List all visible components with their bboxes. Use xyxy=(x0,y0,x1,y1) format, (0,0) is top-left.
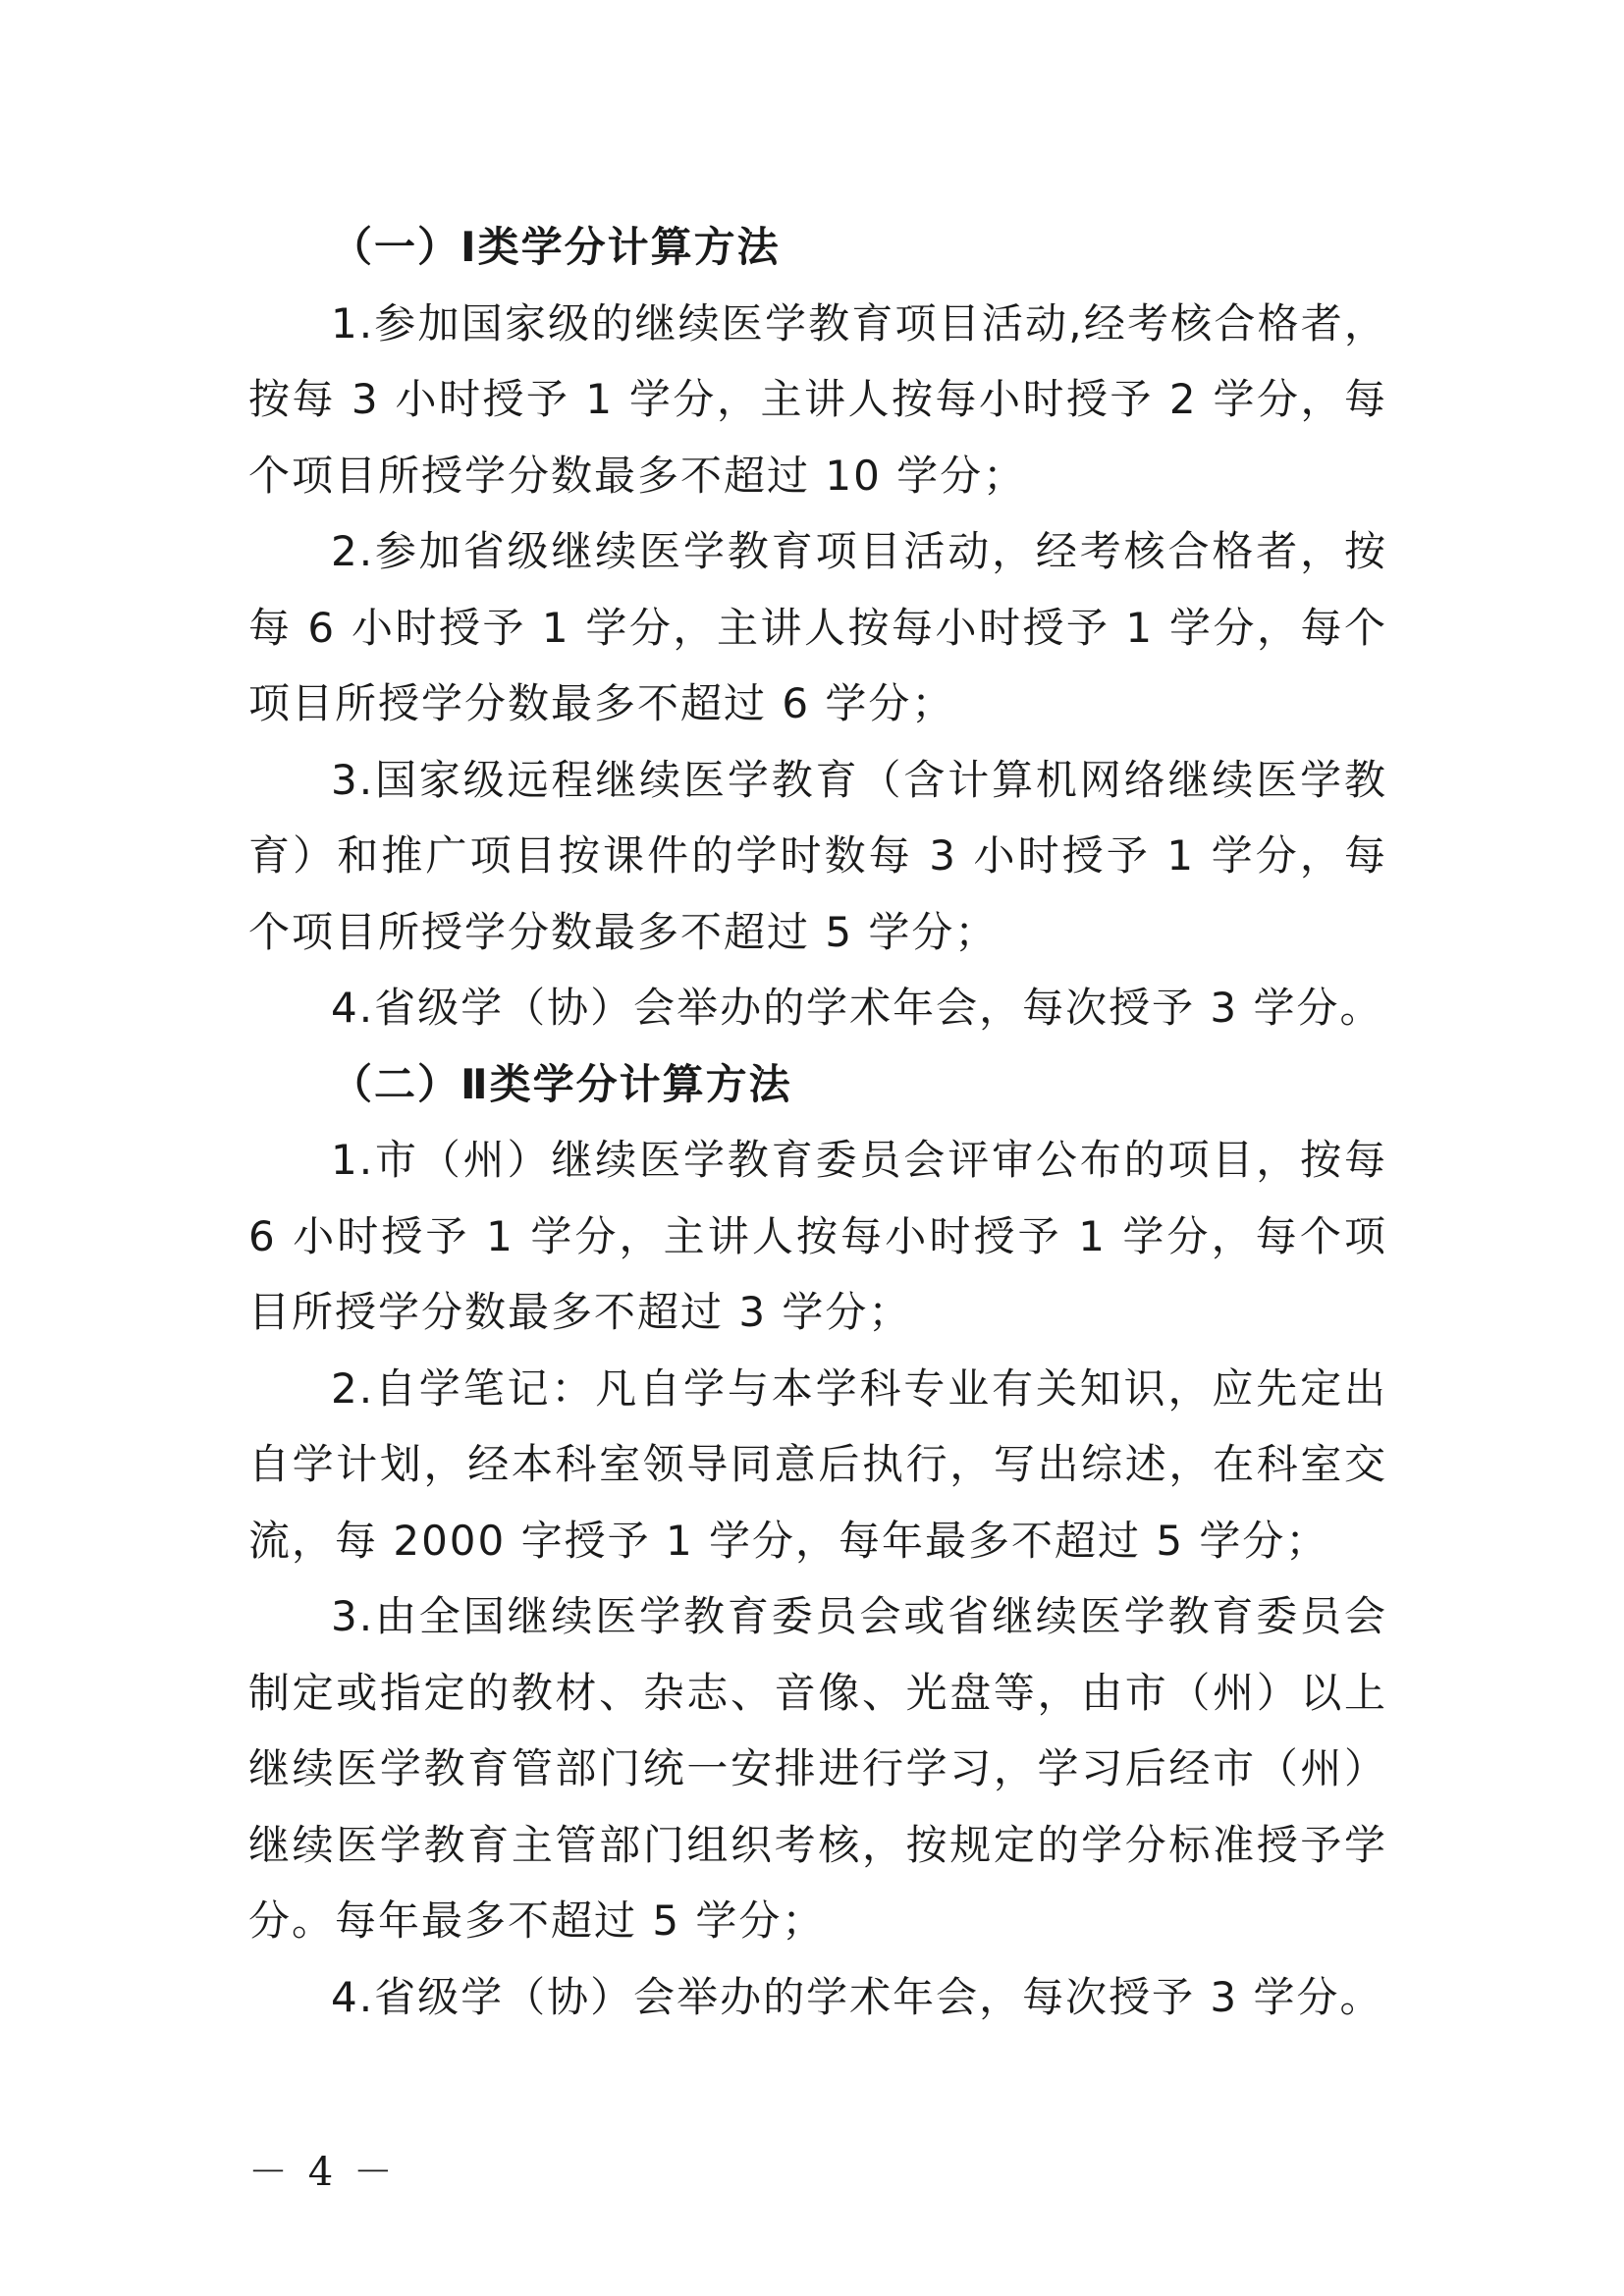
page-number: － 4 － xyxy=(248,2150,397,2195)
section-1-item-1: 1.参加国家级的继续医学教育项目活动,经考核合格者，按每 3 小时授予 1 学分，主讲人按每小时授予 2 学分，每个项目所授学分数最多不超过 10 学分； xyxy=(248,298,1387,500)
section-1-item-2: 2.参加省级继续医学教育项目活动，经考核合格者，按每 6 小时授予 1 学分，主讲人按每小时授予 1 学分，每个项目所授学分数最多不超过 6 学分； xyxy=(248,527,1387,727)
section-2-item-4: 4.省级学（协）会举办的学术年会，每次授予 3 学分。 xyxy=(331,1972,1383,2021)
section-1-item-4: 4.省级学（协）会举办的学术年会，每次授予 3 学分。 xyxy=(331,984,1383,1032)
document-body xyxy=(248,209,1387,2035)
section-2-item-2: 2.自学笔记：凡自学与本学科专业有关知识，应先定出自学计划，经本科室领导同意后执行，写出综述，在科室交流，每 2000 字授予 1 学分，每年最多不超过 5 学分； xyxy=(248,1363,1387,1565)
section-2-item-1: 1.市（州）继续医学教育委员会评审公布的项目，按每 6 小时授予 1 学分，主讲人按每小时授予 1 学分，每个项目所授学分数最多不超过 3 学分； xyxy=(248,1136,1387,1336)
section-heading-class-2: （二）Ⅱ类学分计算方法 xyxy=(331,1059,792,1108)
section-2-item-3: 3.由全国继续医学教育委员会或省继续医学教育委员会制定或指定的教材、杂志、音像、光盘等，由市（州）以上继续医学教育管部门统一安排进行学习，学习后经市（州）继续医学教育主管部门组织考核，按规定的学分标准授予学分。每年最多不超过 5 学分； xyxy=(248,1592,1387,1945)
section-1-item-3: 3.国家级远程继续医学教育（含计算机网络继续医学教育）和推广项目按课件的学时数每 3 小时授予 1 学分，每个项目所授学分数最多不超过 5 学分； xyxy=(248,755,1387,956)
section-heading-class-1: （一）Ⅰ类学分计算方法 xyxy=(331,223,781,271)
